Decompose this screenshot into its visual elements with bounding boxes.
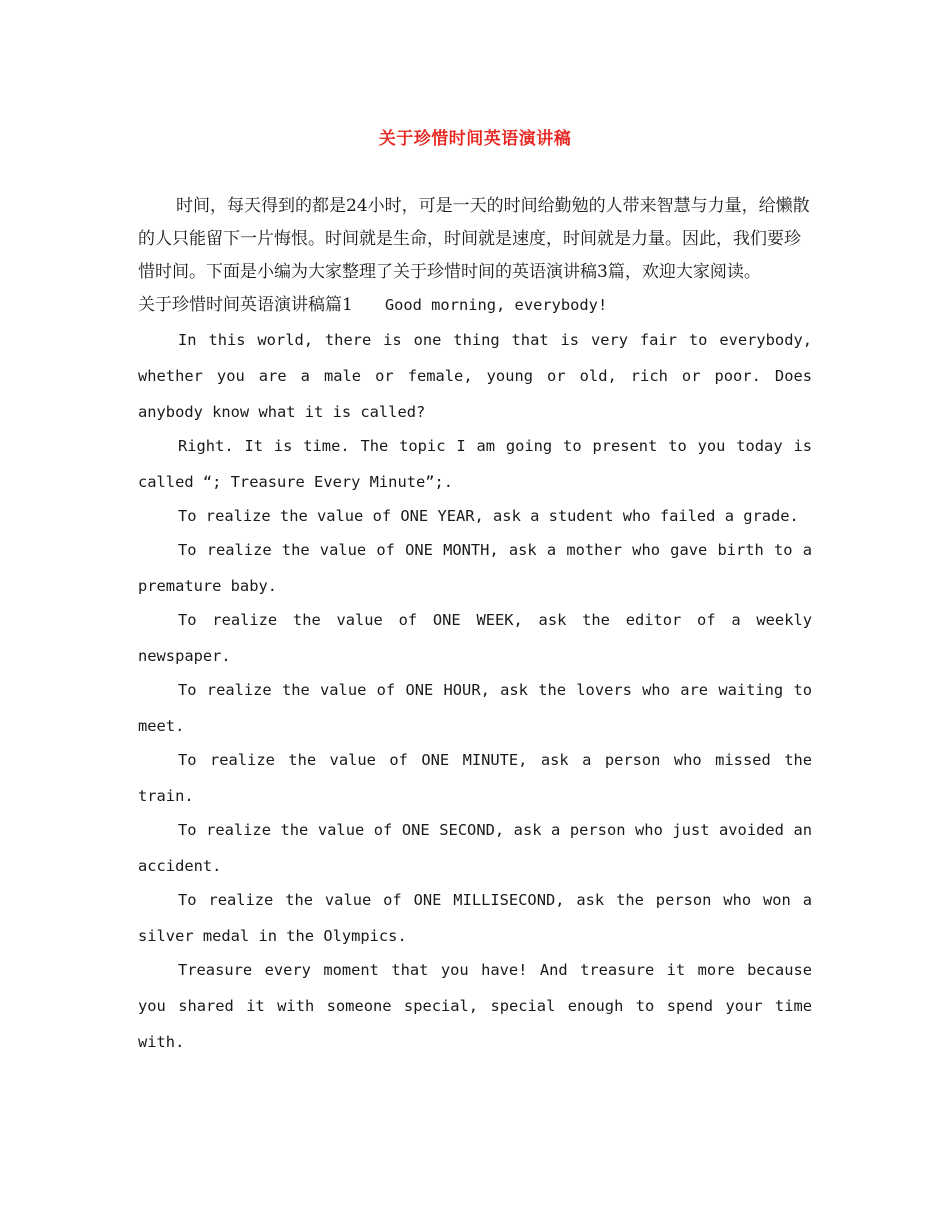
section-heading: 关于珍惜时间英语演讲稿篇1 <box>138 295 353 315</box>
paragraph: To realize the value of ONE YEAR, ask a student who failed a grade. <box>178 507 799 525</box>
paragraph: In this world, there is one thing that is very fair to everybody, whether you are a male or female, young or old, rich or poor. Does anybody know what it is called? <box>138 331 812 421</box>
paragraph: To realize the value of ONE WEEK, ask the editor of a weekly newspaper. <box>138 611 812 665</box>
paragraph: To realize the value of ONE MILLISECOND, ask the person who won a silver medal in the Olympics. <box>138 891 812 945</box>
paragraph: Treasure every moment that you have! And treasure it more because you shared it with someone special, special enough to spend your time with. <box>138 961 812 1051</box>
paragraph: Right. It is time. The topic I am going to present to you today is called “; Treasure Every Minute”;. <box>138 437 812 491</box>
section-heading-line <box>138 289 812 322</box>
paragraph: To realize the value of ONE HOUR, ask the lovers who are waiting to meet. <box>138 681 812 735</box>
greeting: Good morning, everybody! <box>384 296 608 314</box>
paragraph: To realize the value of ONE SECOND, ask a person who just avoided an accident. <box>138 821 812 875</box>
document-title: 关于珍惜时间英语演讲稿 <box>378 129 572 149</box>
paragraph: To realize the value of ONE MINUTE, ask a person who missed the train. <box>138 751 812 805</box>
document-body <box>138 190 812 1060</box>
intro-paragraph: 时间，每天得到的都是24小时，可是一天的时间给勤勉的人带来智慧与力量，给懒散的人只能留下一片悔恨。时间就是生命，时间就是速度，时间就是力量。因此，我们要珍惜时间。下面是小编为大家整理了关于珍惜时间的英语演讲稿3篇，欢迎大家阅读。 <box>138 196 810 282</box>
paragraph: To realize the value of ONE MONTH, ask a mother who gave birth to a premature baby. <box>138 541 812 595</box>
